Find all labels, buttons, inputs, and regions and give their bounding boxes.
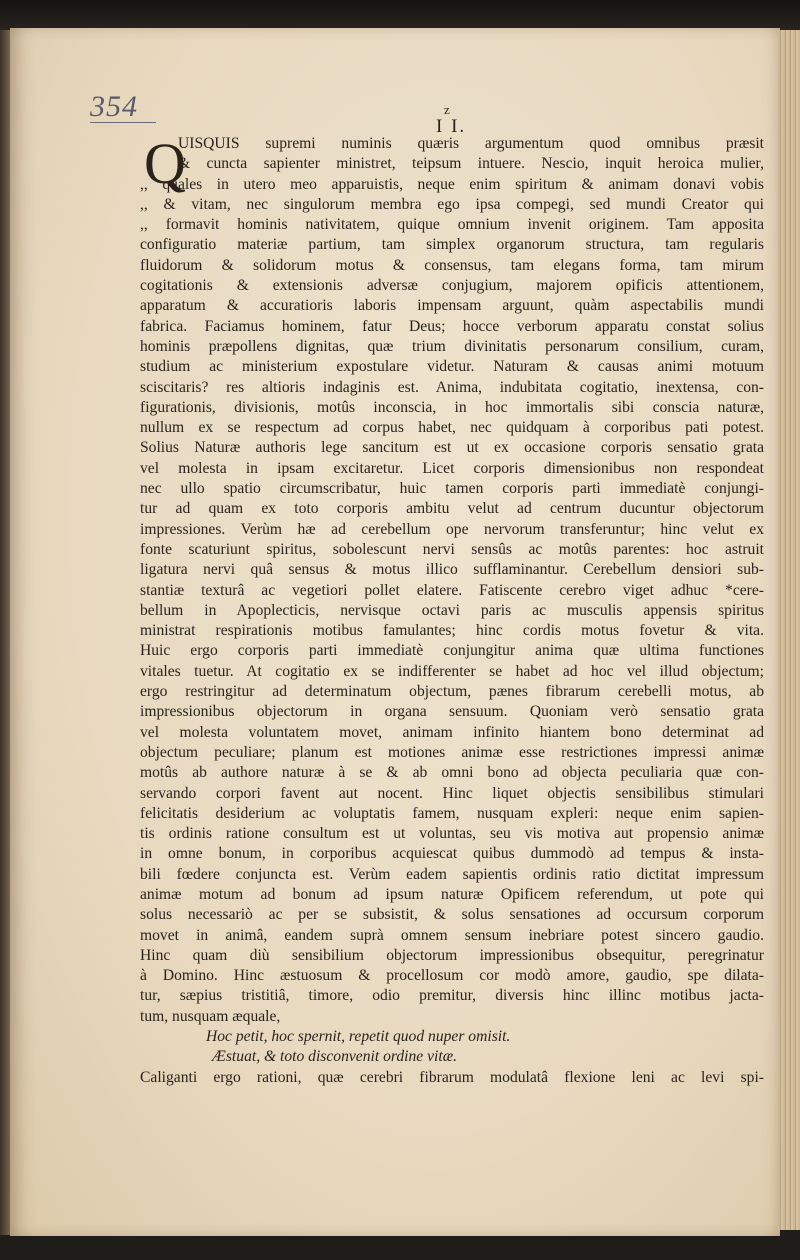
- text-line: vel molesta voluntatem movet, animam infinito hiantem bono determinat ad: [140, 723, 764, 741]
- text-line: tur ad quam ex toto corporis ambitu velut ad centrum ducuntur objectorum: [140, 500, 764, 518]
- text-line: stantiæ texturâ ac vegetiori pollet elatere. Fatiscente cerebro viget adhuc *cere-: [140, 581, 764, 599]
- text-line: tis ordinis ratione consultum est ut voluntas, seu vis motiva aut propensio animæ: [140, 825, 764, 843]
- text-line: bili fœdere conjuncta est. Verùm eadem sapientis ordinis ratio dictitat impressum: [140, 865, 764, 883]
- text-line: configuratio materiæ partium, tam simplex organorum structura, tam regularis: [140, 236, 764, 254]
- text-line: animæ motum ad bonum ad ipsum naturæ Opificem referendum, ut pote qui: [140, 885, 764, 903]
- signature-mark: z: [444, 102, 450, 117]
- text-line: figurationis, divisionis, motûs inconscia, in hoc immortalis sibi conscia naturæ,: [140, 398, 764, 416]
- verse-line: Æstuat, & toto disconvenit ordine vitæ.: [212, 1048, 458, 1066]
- text-line: tur, sæpius tristitiâ, timore, odio premitur, diversis hinc illinc motibus jacta-: [140, 987, 764, 1005]
- body-text: [140, 131, 764, 1088]
- text-line: Hinc quam diù sensibilium objectorum impressionibus obsequitur, peregrinatur: [140, 946, 764, 964]
- text-line: UISQUIS supremi numinis quæris argumentum quod omnibus præsit: [178, 135, 764, 152]
- text-line: solus necessariò ac per se subsistit, & solus sensationes ad occursum corporum: [140, 906, 764, 924]
- text-line: ,, formavit hominis nativitatem, quique omnium invenit originem. Tam apposita: [140, 216, 764, 234]
- verse-line: Hoc petit, hoc spernit, repetit quod nuper omisit.: [206, 1028, 511, 1046]
- text-line: ergo restringitur ad determinatum objectum, pænes fibrarum cerebelli motus, ab: [140, 683, 764, 701]
- text-line: vel molesta in ipsam excitaretur. Licet corporis dimensionibus non respondeat: [140, 459, 764, 477]
- page-edges: [778, 30, 800, 1230]
- text-line: apparatum & accuratioris laboris impensam arguunt, quàm aspectabilis mundi: [140, 297, 764, 315]
- text-line: in omne bonum, in corporibus acquiescat quibus dummodò ad tempus & insta-: [140, 845, 764, 863]
- text-line: fonte scaturiunt spiritus, sobolescunt nervi sensûs ac motûs parentes: hoc astruit: [140, 540, 764, 558]
- text-line: cogitationis & extensionis adversæ conjugium, majorem opificis attentionem,: [140, 277, 764, 295]
- text-line: motûs ab authore naturæ à se & ab omni bono ad objecta peculiaria quæ con-: [140, 764, 764, 782]
- text-line: nec ullo spatio circumscribatur, huic tamen corporis parti immediatè conjungi-: [140, 480, 764, 498]
- text-line: ,, quales in utero meo apparuistis, neque enim spiritum & animam donavi vobis: [140, 175, 764, 193]
- text-line: ,, & vitam, nec singulorum membra ego ipsa compegi, sed mundi Creator qui: [140, 195, 764, 213]
- text-line: impressionibus objectorum in organa sensuum. Quoniam verò sensatio grata: [140, 703, 764, 721]
- text-line: & cuncta sapienter ministret, teipsum intuere. Nescio, inquit heroica mulier,: [178, 155, 764, 173]
- text-line: felicitatis desiderium ac voluptatis famem, nusquam expleri: neque enim sapien-: [140, 804, 764, 822]
- text-line: ministrat respirationis motibus famulantes; hinc cordis motus fovetur & vita.: [140, 622, 764, 640]
- text-line: à Domino. Hinc æstuosum & procellosum cor modò amore, gaudio, spe dilata-: [140, 967, 764, 985]
- handwritten-page-number: 354: [90, 92, 156, 123]
- closing-line: Caliganti ergo rationi, quæ cerebri fibrarum modulatâ flexione leni ac levi spi-: [140, 1068, 764, 1086]
- section-heading: I I.: [436, 116, 467, 137]
- text-line: servando corpori favent aut nocent. Hinc liquet objectis sensibilibus stimulari: [140, 784, 764, 802]
- text-line: fabrica. Faciamus hominem, fatur Deus; hocce verborum apparatu constat solius: [140, 317, 764, 335]
- text-line: sciscitaris? res altioris indaginis est. Anima, indubitata cogitatio, inextensa, con-: [140, 378, 764, 396]
- text-line: Solius Naturæ authoris lege sancitum est ut ex occasione corporis sensatio grata: [140, 439, 764, 457]
- text-line: vitales tuetur. At cogitatio ex se indifferenter se habet ad hoc vel illud objectum;: [140, 662, 764, 680]
- text-line: movet in animâ, eandem suprà omnem sensum inebriare potest sincero gaudio.: [140, 926, 764, 944]
- text-line: objectum peculiare; planum est motiones animæ esse restrictiones impressi animæ: [140, 743, 764, 761]
- text-line: studium ac ministerium expostulare videtur. Naturam & causas animi motuum: [140, 358, 764, 376]
- text-line: Huic ergo corporis parti immediatè conjungitur anima quæ ultima functiones: [140, 642, 764, 660]
- text-line: hominis præpollens dignitas, quæ trium divinitatis personarum consilium, curam,: [140, 337, 764, 355]
- text-line: fluidorum & solidorum motus & consensus, tam elegans forma, tam mirum: [140, 256, 764, 274]
- drop-cap: Q: [144, 131, 186, 196]
- text-line: nullum ex se respectum ad corpus habet, nec quidquam à corporibus pati potest.: [140, 419, 764, 437]
- text-line: impressiones. Verùm hæ ad cerebellum ope nervorum transferuntur; hinc velut ex: [140, 520, 764, 538]
- text-line: bellum in Apoplecticis, nervisque octavi paris ac musculis appensis spiritus: [140, 601, 764, 619]
- text-line: tum, nusquam æquale,: [140, 1007, 281, 1025]
- text-line: ligatura nervi quâ sensus & motus illico sufflaminantur. Cerebellum densiori sub-: [140, 561, 764, 579]
